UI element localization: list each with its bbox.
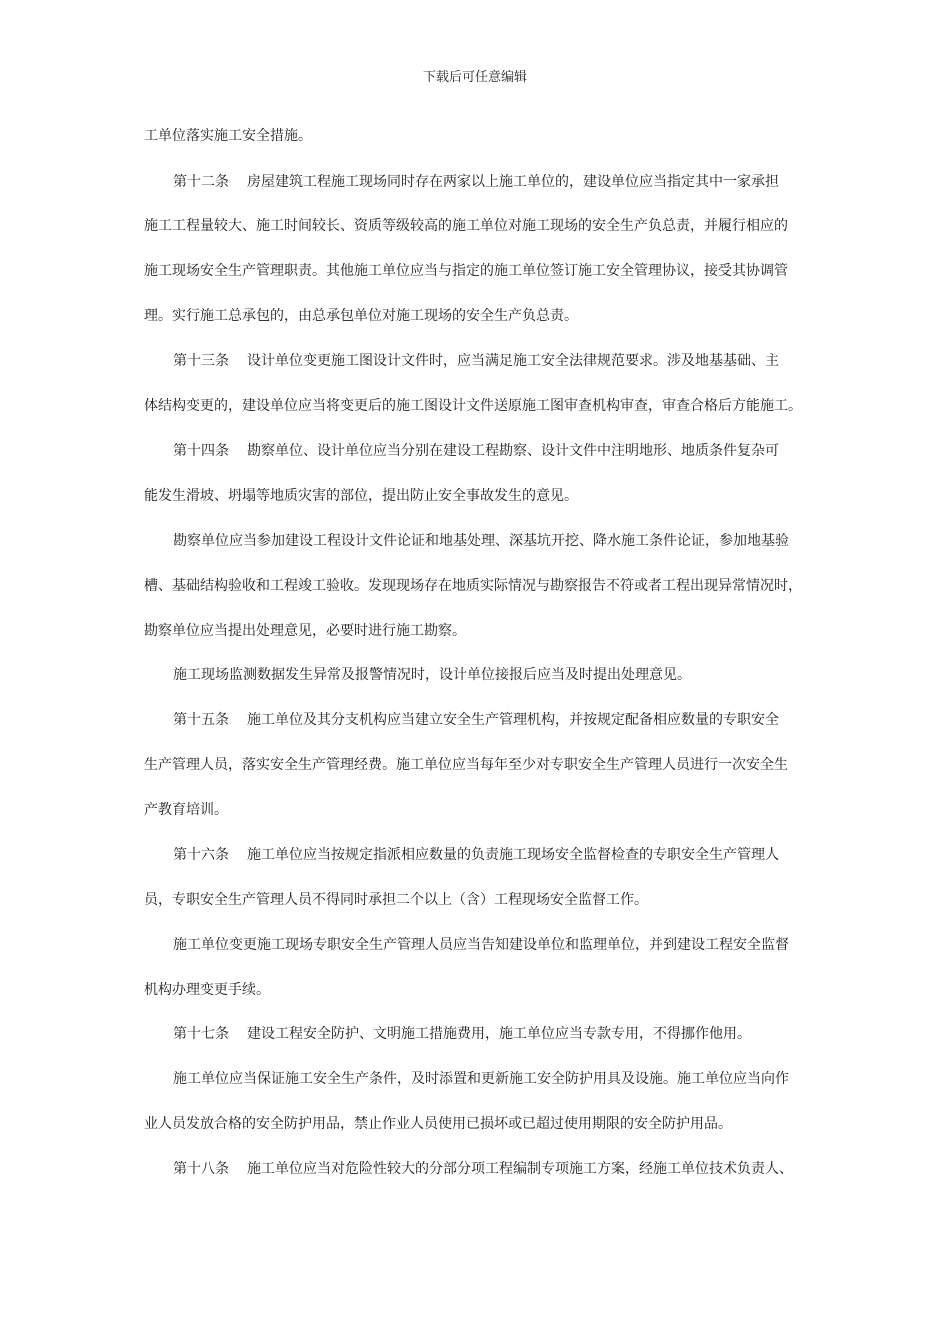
line-text: 员，专职安全生产管理人员不得同时承担二个以上（含）工程现场安全监督工作。 [144, 892, 648, 908]
line-text: 施工单位应当按规定指派相应数量的负责施工现场安全监督检查的专职安全生产管理人 [247, 847, 779, 863]
article-line [173, 172, 823, 192]
body-line [144, 396, 824, 416]
article-line [173, 845, 823, 865]
article-line [173, 710, 823, 730]
line-text: 施工现场安全生产管理职责。其他施工单位应当与指定的施工单位签订施工安全管理协议，接受其协调管 [144, 263, 788, 279]
body-line [144, 261, 824, 281]
paragraph-line [173, 935, 823, 955]
body-line [144, 755, 824, 775]
body-line [144, 576, 824, 596]
article-line [173, 1024, 823, 1044]
line-text: 施工单位及其分支机构应当建立安全生产管理机构，并按规定配备相应数量的专职安全 [247, 712, 779, 728]
body-line [144, 306, 824, 326]
line-text: 能发生滑坡、坍塌等地质灾害的部位，提出防止安全事故发生的意见。 [144, 488, 578, 504]
body-line [144, 1114, 824, 1134]
line-text: 施工单位应当保证施工安全生产条件，及时添置和更新施工安全防护用具及设施。施工单位应当向作 [173, 1071, 789, 1087]
body-line [144, 126, 824, 146]
line-text: 工单位落实施工安全措施。 [144, 128, 312, 144]
article-number: 第十二条 [173, 174, 229, 190]
line-text: 勘察单位应当参加建设工程设计文件论证和地基处理、深基坑开挖、降水施工条件论证，参加地基验 [173, 533, 789, 549]
line-text: 机构办理变更手续。 [144, 982, 270, 998]
article-number: 第十八条 [173, 1161, 229, 1177]
line-text: 勘察单位、设计单位应当分别在建设工程勘察、设计文件中注明地形、地质条件复杂可 [247, 443, 779, 459]
body-line [144, 890, 824, 910]
article-number: 第十六条 [173, 847, 229, 863]
article-line [173, 351, 823, 371]
line-text: 施工工程量较大、施工时间较长、资质等级较高的施工单位对施工现场的安全生产负总责，并履行相应的 [144, 218, 788, 234]
article-line [173, 1159, 823, 1179]
article-number: 第十五条 [173, 712, 229, 728]
body-line [144, 621, 824, 641]
line-text: 施工单位变更施工现场专职安全生产管理人员应当告知建设单位和监理单位，并到建设工程安全监督 [173, 937, 789, 953]
article-number: 第十四条 [173, 443, 229, 459]
line-text: 房屋建筑工程施工现场同时存在两家以上施工单位的，建设单位应当指定其中一家承担 [247, 174, 779, 190]
body-line [144, 980, 824, 1000]
paragraph-line [173, 665, 823, 685]
paragraph-line [173, 1069, 823, 1089]
line-text: 建设工程安全防护、文明施工措施费用，施工单位应当专款专用，不得挪作他用。 [247, 1026, 751, 1042]
article-line [173, 441, 823, 461]
body-line [144, 800, 824, 820]
line-text: 施工现场监测数据发生异常及报警情况时，设计单位接报后应当及时提出处理意见。 [173, 667, 691, 683]
page-header: 下载后可任意编辑 [422, 70, 527, 85]
line-text: 施工单位应当对危险性较大的分部分项工程编制专项施工方案，经施工单位技术负责人、 [247, 1161, 793, 1177]
line-text: 体结构变更的，建设单位应当将变更后的施工图设计文件送原施工图审查机构审查，审查合格后方能施工。 [144, 398, 802, 414]
line-text: 设计单位变更施工图设计文件时，应当满足施工安全法律规范要求。涉及地基基础、主 [247, 353, 779, 369]
article-number: 第十三条 [173, 353, 229, 369]
line-text: 槽、基础结构验收和工程竣工验收。发现现场存在地质实际情况与勘察报告不符或者工程出现异常情况时， [144, 578, 802, 594]
line-text: 理。实行施工总承包的，由总承包单位对施工现场的安全生产负总责。 [144, 308, 578, 324]
line-text: 业人员发放合格的安全防护用品，禁止作业人员使用已损坏或已超过使用期限的安全防护用品。 [144, 1116, 732, 1132]
body-line [144, 216, 824, 236]
paragraph-line [173, 531, 823, 551]
body-line [144, 486, 824, 506]
line-text: 生产管理人员，落实安全生产管理经费。施工单位应当每年至少对专职安全生产管理人员进行一次安全生 [144, 757, 788, 773]
line-text: 产教育培训。 [144, 802, 228, 818]
line-text: 勘察单位应当提出处理意见，必要时进行施工勘察。 [144, 623, 466, 639]
article-number: 第十七条 [173, 1026, 229, 1042]
